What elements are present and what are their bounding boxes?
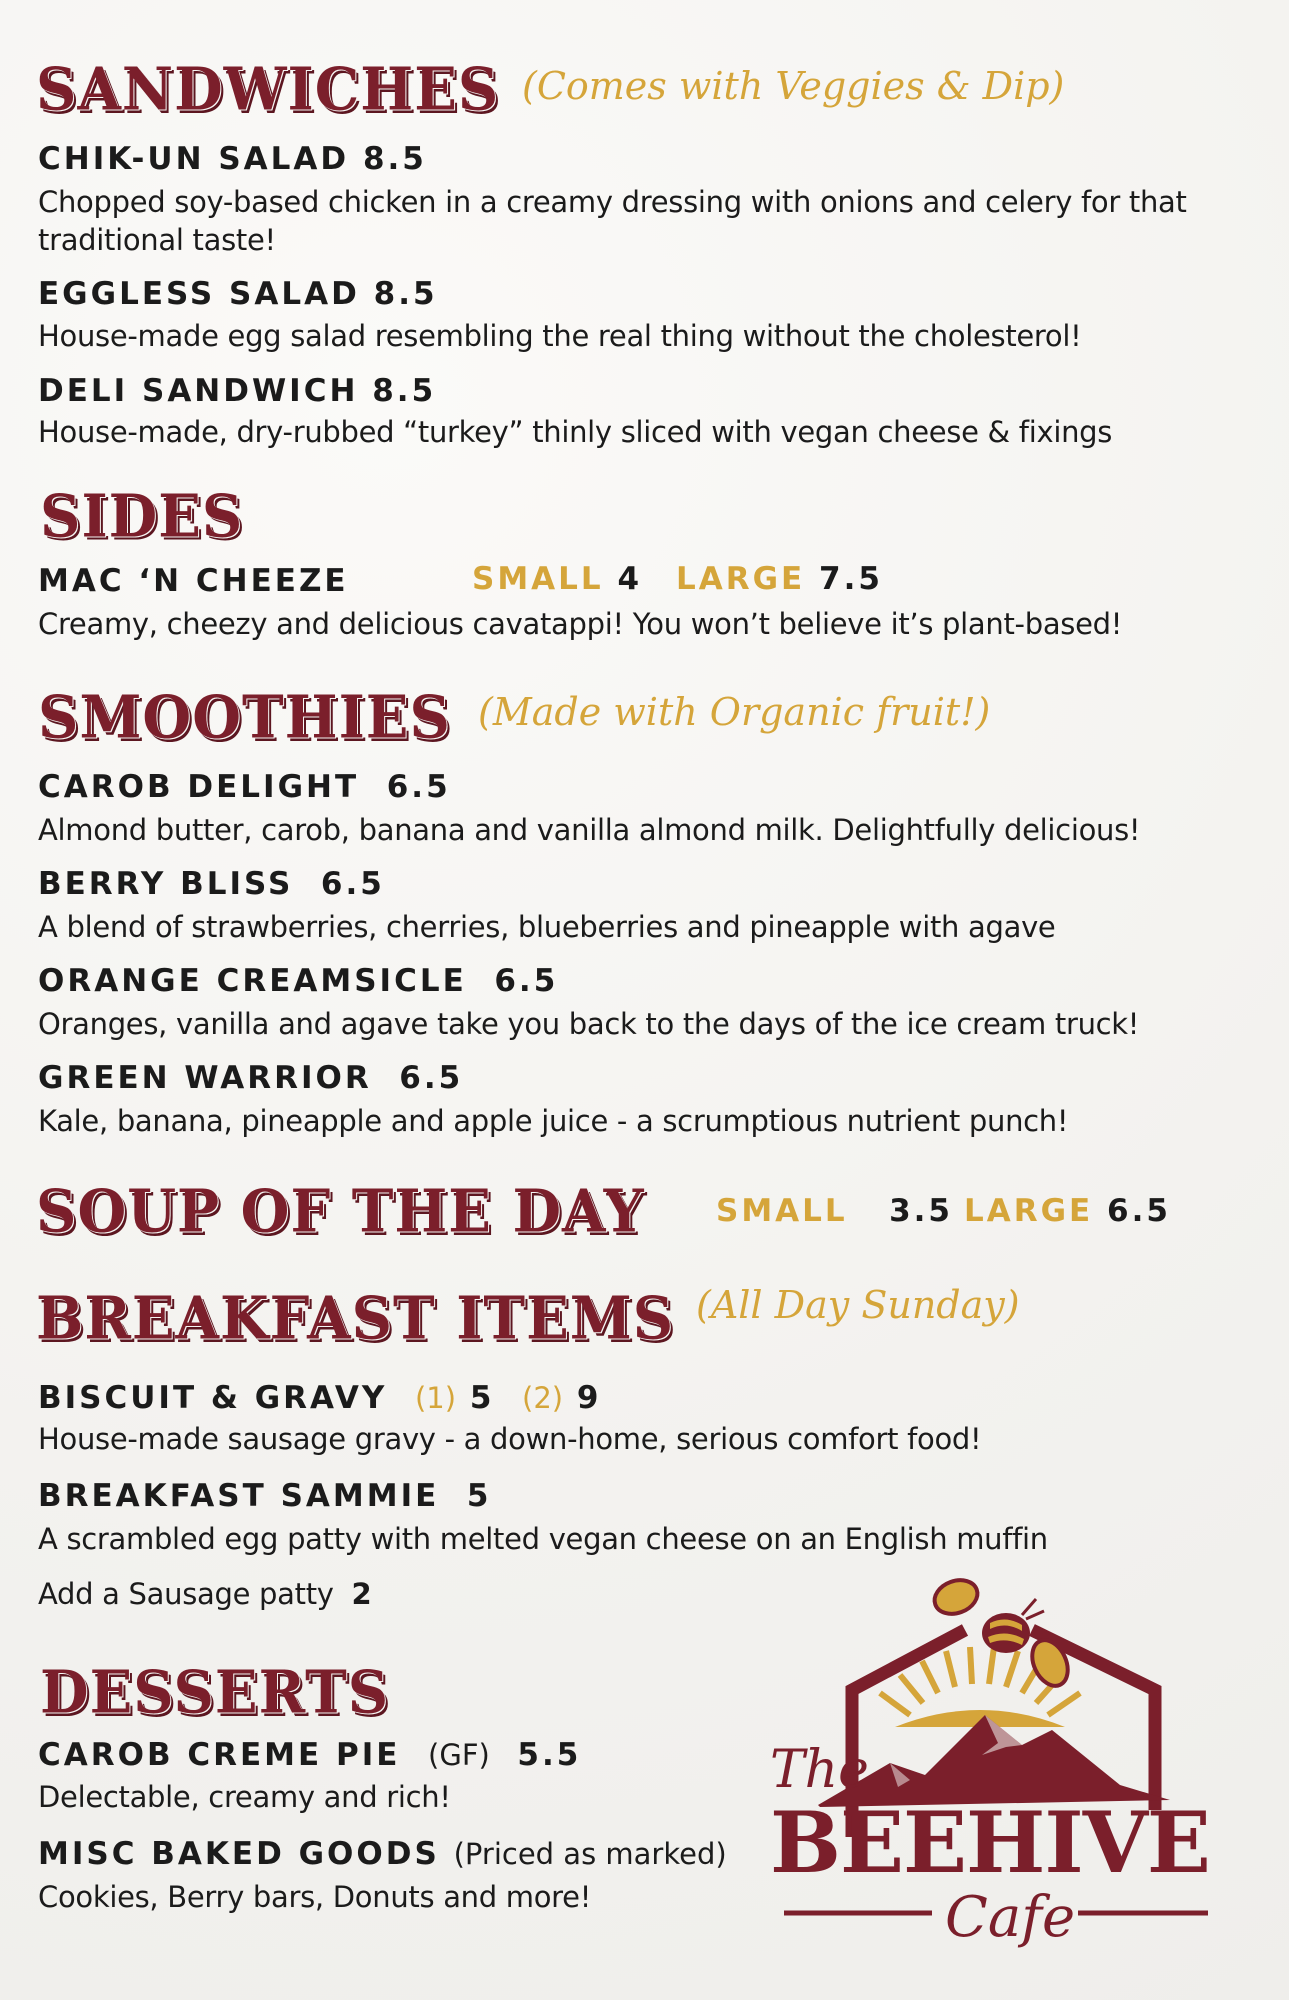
- menu-item-carob-creme-pie: [38, 1737, 581, 1773]
- item-description: House-made egg salad resembling the real thing without the cholesterol!: [38, 319, 1082, 353]
- menu-item-green-warrior: [38, 1060, 463, 1096]
- item-tag: (Priced as marked): [453, 1837, 727, 1871]
- section-note-smoothies: (Made with Organic fruit!): [478, 690, 991, 734]
- item-price: 8.5: [372, 373, 437, 409]
- section-title-soup: SOUP OF THE DAY: [36, 1177, 645, 1247]
- item-description: Cookies, Berry bars, Donuts and more!: [38, 1880, 592, 1914]
- item-description: House-made sausage gravy - a down-home, serious comfort food!: [38, 1422, 982, 1456]
- section-title-sides: SIDES: [40, 482, 244, 552]
- menu-item-breakfast-sammie: [38, 1478, 491, 1514]
- item-price: 8.5: [373, 276, 438, 312]
- option-label: (2): [522, 1381, 564, 1415]
- item-name: CAROB DELIGHT: [38, 769, 360, 805]
- item-name: ORANGE CREAMSICLE: [38, 963, 467, 999]
- size-label: LARGE: [964, 1193, 1094, 1229]
- logo-text-the: The: [770, 1740, 869, 1800]
- item-price: 6.5: [399, 1060, 464, 1096]
- item-description: Creamy, cheezy and delicious cavatappi! You won’t believe it’s plant-based!: [38, 607, 1123, 641]
- option-label: (1): [414, 1381, 457, 1415]
- item-tag: (GF): [428, 1738, 490, 1772]
- item-price: 9: [576, 1380, 602, 1416]
- item-name: EGGLESS SALAD: [38, 276, 360, 312]
- section-note-sandwiches: (Comes with Veggies & Dip): [522, 64, 1065, 108]
- addon-sausage-patty: [38, 1577, 371, 1611]
- item-description: Chopped soy-based chicken in a creamy dressing with onions and celery for that traditional taste!: [38, 185, 1187, 257]
- item-name: MISC BAKED GOODS: [38, 1836, 440, 1872]
- item-name: CHIK-UN SALAD: [38, 141, 350, 177]
- menu-item-mac-n-cheeze: MAC ‘N CHEEZE: [38, 563, 349, 599]
- logo-text-cafe: Cafe: [945, 1885, 1076, 1950]
- section-title-smoothies: SMOOTHIES: [38, 683, 451, 753]
- item-name: BISCUIT & GRAVY: [38, 1380, 388, 1416]
- item-price: 5.5: [517, 1737, 582, 1773]
- section-title-breakfast: BREAKFAST ITEMS: [36, 1284, 675, 1354]
- item-price: 5: [466, 1478, 492, 1514]
- size-label: SMALL: [472, 561, 604, 597]
- size-price-small: [472, 561, 642, 597]
- menu-item-biscuit-gravy: [38, 1380, 601, 1416]
- size-price: 7.5: [819, 561, 883, 597]
- size-price: 3.5: [889, 1193, 953, 1229]
- item-description: Delectable, creamy and rich!: [38, 1780, 451, 1814]
- section-title-sandwiches: SANDWICHES: [36, 55, 500, 125]
- item-price: 6.5: [320, 866, 385, 902]
- item-name: BERRY BLISS: [38, 866, 294, 902]
- menu-item-orange-creamsicle: [38, 963, 558, 999]
- item-description: Kale, banana, pineapple and apple juice - a scrumptious nutrient punch!: [38, 1104, 1069, 1138]
- item-name: GREEN WARRIOR: [38, 1060, 372, 1096]
- item-name: DELI SANDWICH: [38, 373, 359, 409]
- item-description: A scrambled egg patty with melted vegan cheese on an English muffin: [38, 1522, 1048, 1556]
- item-price: 5: [469, 1380, 495, 1416]
- item-name: BREAKFAST SAMMIE: [38, 1478, 440, 1514]
- menu-item-chikun-salad: [38, 141, 427, 177]
- section-note-breakfast: (All Day Sunday): [696, 1283, 1020, 1327]
- item-description: Almond butter, carob, banana and vanilla almond milk. Delightfully delicious!: [38, 813, 1141, 847]
- addon-price: 2: [351, 1577, 372, 1611]
- item-description: Oranges, vanilla and agave take you back to the days of the ice cream truck!: [38, 1007, 1140, 1041]
- size-price-large: [676, 561, 883, 597]
- item-price: 6.5: [386, 769, 451, 805]
- section-title-desserts: DESSERTS: [40, 1658, 390, 1728]
- menu-item-deli-sandwich: [38, 373, 436, 409]
- menu-item-carob-delight: [38, 769, 451, 805]
- menu-item-berry-bliss: [38, 866, 385, 902]
- size-label: SMALL: [716, 1193, 848, 1229]
- size-price-large: [964, 1193, 1171, 1229]
- item-price: 6.5: [494, 963, 559, 999]
- item-name: CAROB CREME PIE: [38, 1737, 401, 1773]
- size-price: 4: [617, 561, 643, 597]
- addon-label: Add a Sausage patty: [38, 1577, 334, 1611]
- size-label: LARGE: [676, 561, 806, 597]
- item-description: House-made, dry-rubbed “turkey” thinly sliced with vegan cheese & fixings: [38, 415, 1113, 449]
- menu-item-misc-baked-goods: [38, 1836, 727, 1872]
- size-price: 6.5: [1107, 1193, 1171, 1229]
- item-description: A blend of strawberries, cherries, blueberries and pineapple with agave: [38, 910, 1056, 944]
- item-price: 8.5: [362, 141, 427, 177]
- menu-item-eggless-salad: [38, 276, 438, 312]
- logo-text-beehive: BEEHIVE: [770, 1793, 1210, 1892]
- beehive-cafe-logo: [760, 1575, 1240, 1975]
- size-price-small: [716, 1193, 953, 1229]
